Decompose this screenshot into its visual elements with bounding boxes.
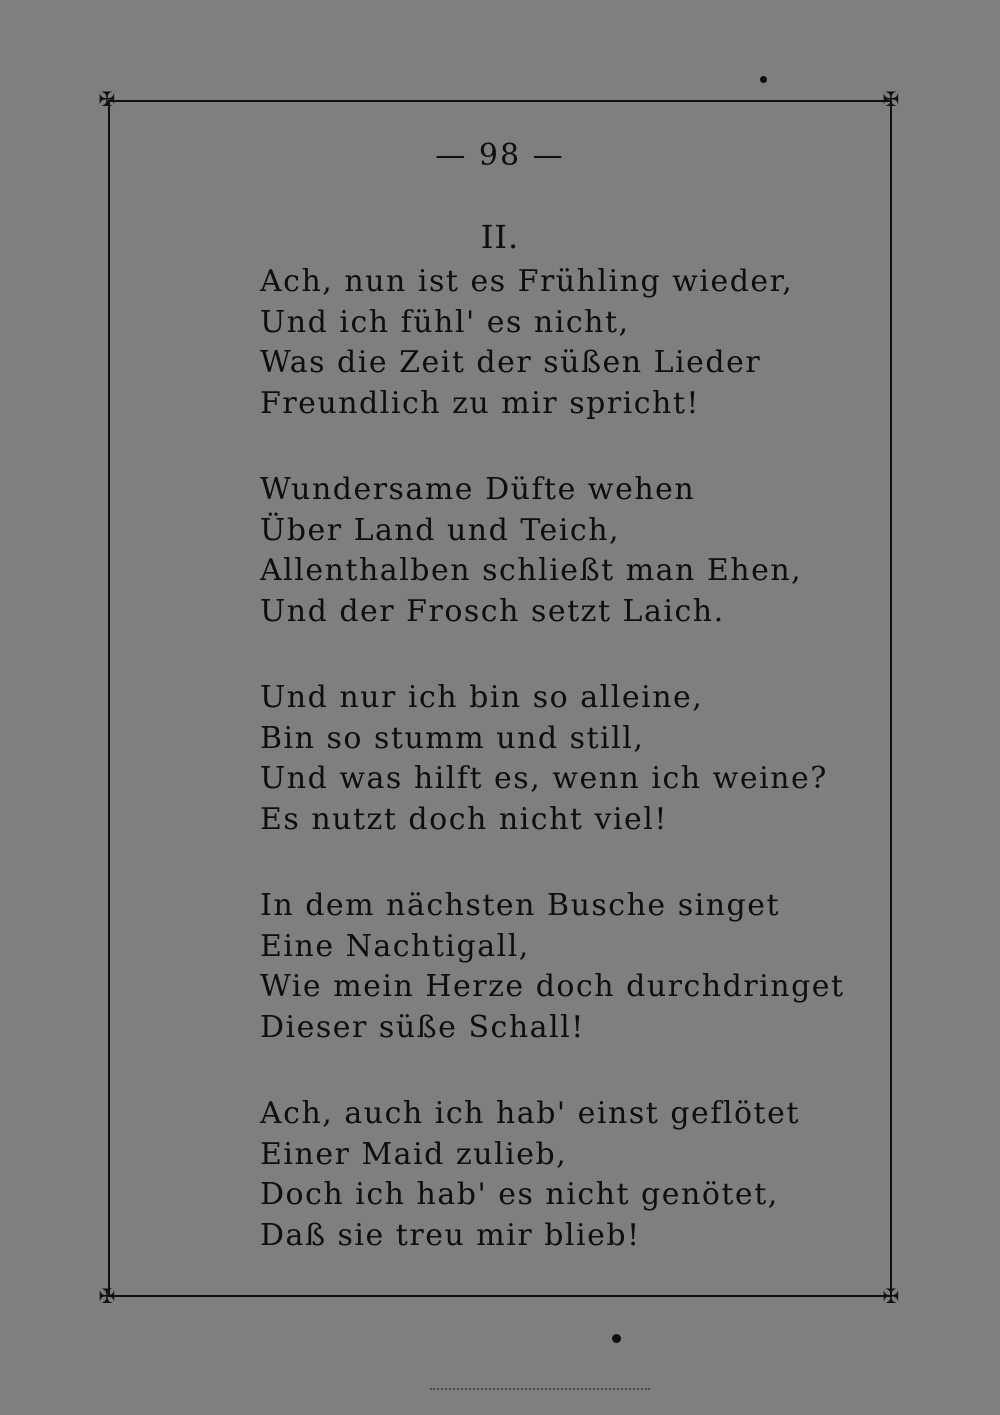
poem-line: Daß sie treu mir blieb!: [260, 1217, 641, 1253]
ink-speck: [760, 76, 767, 83]
poem-line: Ach, nun ist es Frühling wieder,: [260, 264, 794, 299]
poem-line: Es nutzt doch nicht viel!: [260, 801, 668, 837]
poem-body: [260, 262, 845, 1302]
poem-line: Dieser süße Schall!: [260, 1009, 585, 1045]
stanza: [260, 262, 820, 424]
poem-line: Doch ich hab' es nicht genötet,: [260, 1177, 779, 1212]
poem-line: Was die Zeit der süßen Lieder: [260, 345, 762, 380]
ornament-knot-icon: ✠: [98, 1284, 116, 1308]
poem-line: Eine Nachtigall,: [260, 928, 530, 964]
section-title: II.: [480, 218, 520, 256]
poem-line: Wie mein Herze doch durchdringet: [260, 969, 845, 1004]
ornament-knot-icon: ✠: [98, 87, 116, 111]
ornament-knot-icon: ✠: [882, 1284, 900, 1308]
ornament-knot-icon: ✠: [882, 87, 900, 111]
poem-line: Und nur ich bin so alleine,: [260, 680, 704, 715]
poem-line: Freundlich zu mir spricht!: [260, 385, 700, 421]
page-number: — 98 —: [435, 138, 565, 173]
stanza: [260, 886, 845, 1048]
poem-line: Und was hilft es, wenn ich weine?: [260, 761, 828, 796]
poem-line: Wundersame Düfte wehen: [260, 472, 696, 507]
ink-speck: [612, 1334, 621, 1343]
poem-line: Allenthalben schließt man Ehen,: [260, 553, 803, 588]
stanza: [260, 470, 820, 632]
poem-line: Bin so stumm und still,: [260, 720, 645, 756]
page-edge-specks: [430, 1388, 650, 1408]
stanza: [260, 678, 828, 840]
poem-line: In dem nächsten Busche singet: [260, 888, 781, 923]
stanza: [260, 1094, 820, 1256]
poem-line: Und ich fühl' es nicht,: [260, 304, 630, 340]
poem-line: Einer Maid zulieb,: [260, 1136, 568, 1172]
poem-line: Über Land und Teich,: [260, 512, 621, 548]
poem-line: Ach, auch ich hab' einst geflötet: [260, 1096, 800, 1131]
poem-line: Und der Frosch setzt Laich.: [260, 593, 725, 629]
